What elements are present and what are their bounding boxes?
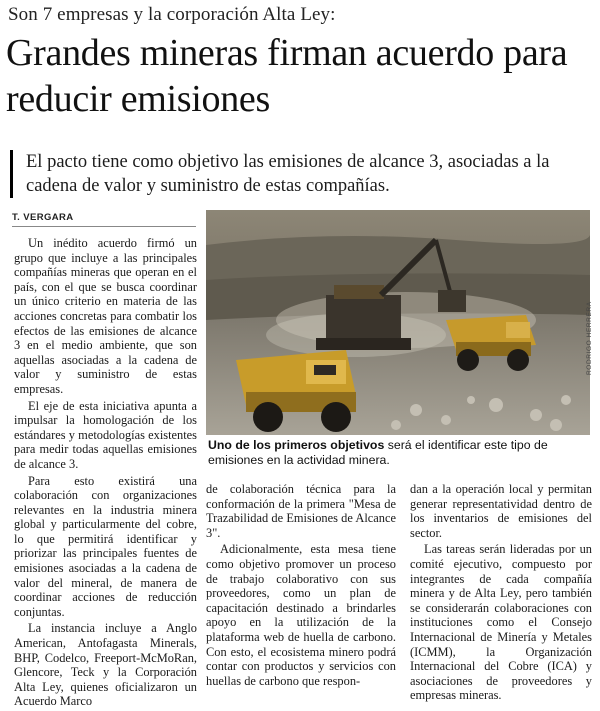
paragraph: de colaboración técnica para la conformación de la primera "Mesa de Trazabilidad de Emisiones de Alcance 3". bbox=[206, 482, 396, 540]
body-column-3 bbox=[410, 482, 592, 705]
body-column-1 bbox=[14, 236, 197, 711]
deck: El pacto tiene como objetivo las emisiones de alcance 3, asociadas a la cadena de valor y suministro de estas compañías. bbox=[26, 152, 550, 196]
byline: T. VERGARA bbox=[12, 212, 74, 223]
photo-credit: RODRIGO HERRERA bbox=[586, 301, 593, 375]
photo-caption bbox=[208, 438, 592, 468]
paragraph: Las tareas serán lideradas por un comité ejecutivo, compuesto por integrantes de cada compañía minera y de Alta Ley, pero también se considerarán colaboraciones con instituciones como el Consejo Internacional de Minería y Metales (ICMM), la Organización Internacional del Cobre (ICA) y asociaciones de proveedores y empresas mineras. bbox=[410, 542, 592, 703]
kicker: Son 7 empresas y la corporación Alta Ley: bbox=[8, 4, 336, 25]
mining-scene-image bbox=[206, 210, 590, 435]
paragraph: dan a la operación local y permitan generar representatividad dentro de los inventarios de emisiones del sector. bbox=[410, 482, 592, 540]
paragraph: Adicionalmente, esta mesa tiene como objetivo promover un proceso de trabajo colaborativo con sus proveedores, como un plan de capacitación destinado a brindarles apoyo en la utilización de la plataforma web de huella de carbono. Con esto, el ecosistema minero podrá contar con productos y servicios con huellas de carbono que respon- bbox=[206, 542, 396, 688]
headline: Grandes mineras firman acuerdo para reducir emisiones bbox=[6, 32, 568, 120]
article-photo bbox=[206, 210, 590, 435]
paragraph: Para esto existirá una colaboración con organizaciones relevantes en la industria minera global y particularmente del cobre, lo que permitirá identificar y priorizar las principales fuentes de emisiones asociadas a la cadena de valor del mineral, de manera de coordinar acciones de reducción conjuntas. bbox=[14, 473, 197, 619]
caption-lead: Uno de los primeros objetivos bbox=[208, 438, 385, 452]
caption-text: será el identificar este tipo de emisiones en la actividad minera. bbox=[208, 438, 548, 467]
body-column-2 bbox=[206, 482, 396, 690]
paragraph: El eje de esta iniciativa apunta a impulsar la homologación de los estándares y metodologías existentes para medir todas aquellas emisiones de alcance 3. bbox=[14, 398, 197, 471]
byline-rule bbox=[12, 226, 196, 227]
deck-bar bbox=[10, 150, 13, 198]
paragraph: La instancia incluye a Anglo American, Antofagasta Minerals, BHP, Codelco, Freeport-McMoRan, Glencore, Teck y la Corporación Alta Ley, quienes oficializaron un Acuerdo Marco bbox=[14, 621, 197, 709]
paragraph: Un inédito acuerdo firmó un grupo que incluye a las principales compañías mineras que operan en el país, con el que se busca coordinar un único criterio en materia de las acciones concretas para combatir los efectos de las emisiones de alcance 3 en el medio ambiente, que son aquellas asociadas a la cadena de valor y suministro de estas empresas. bbox=[14, 236, 197, 396]
